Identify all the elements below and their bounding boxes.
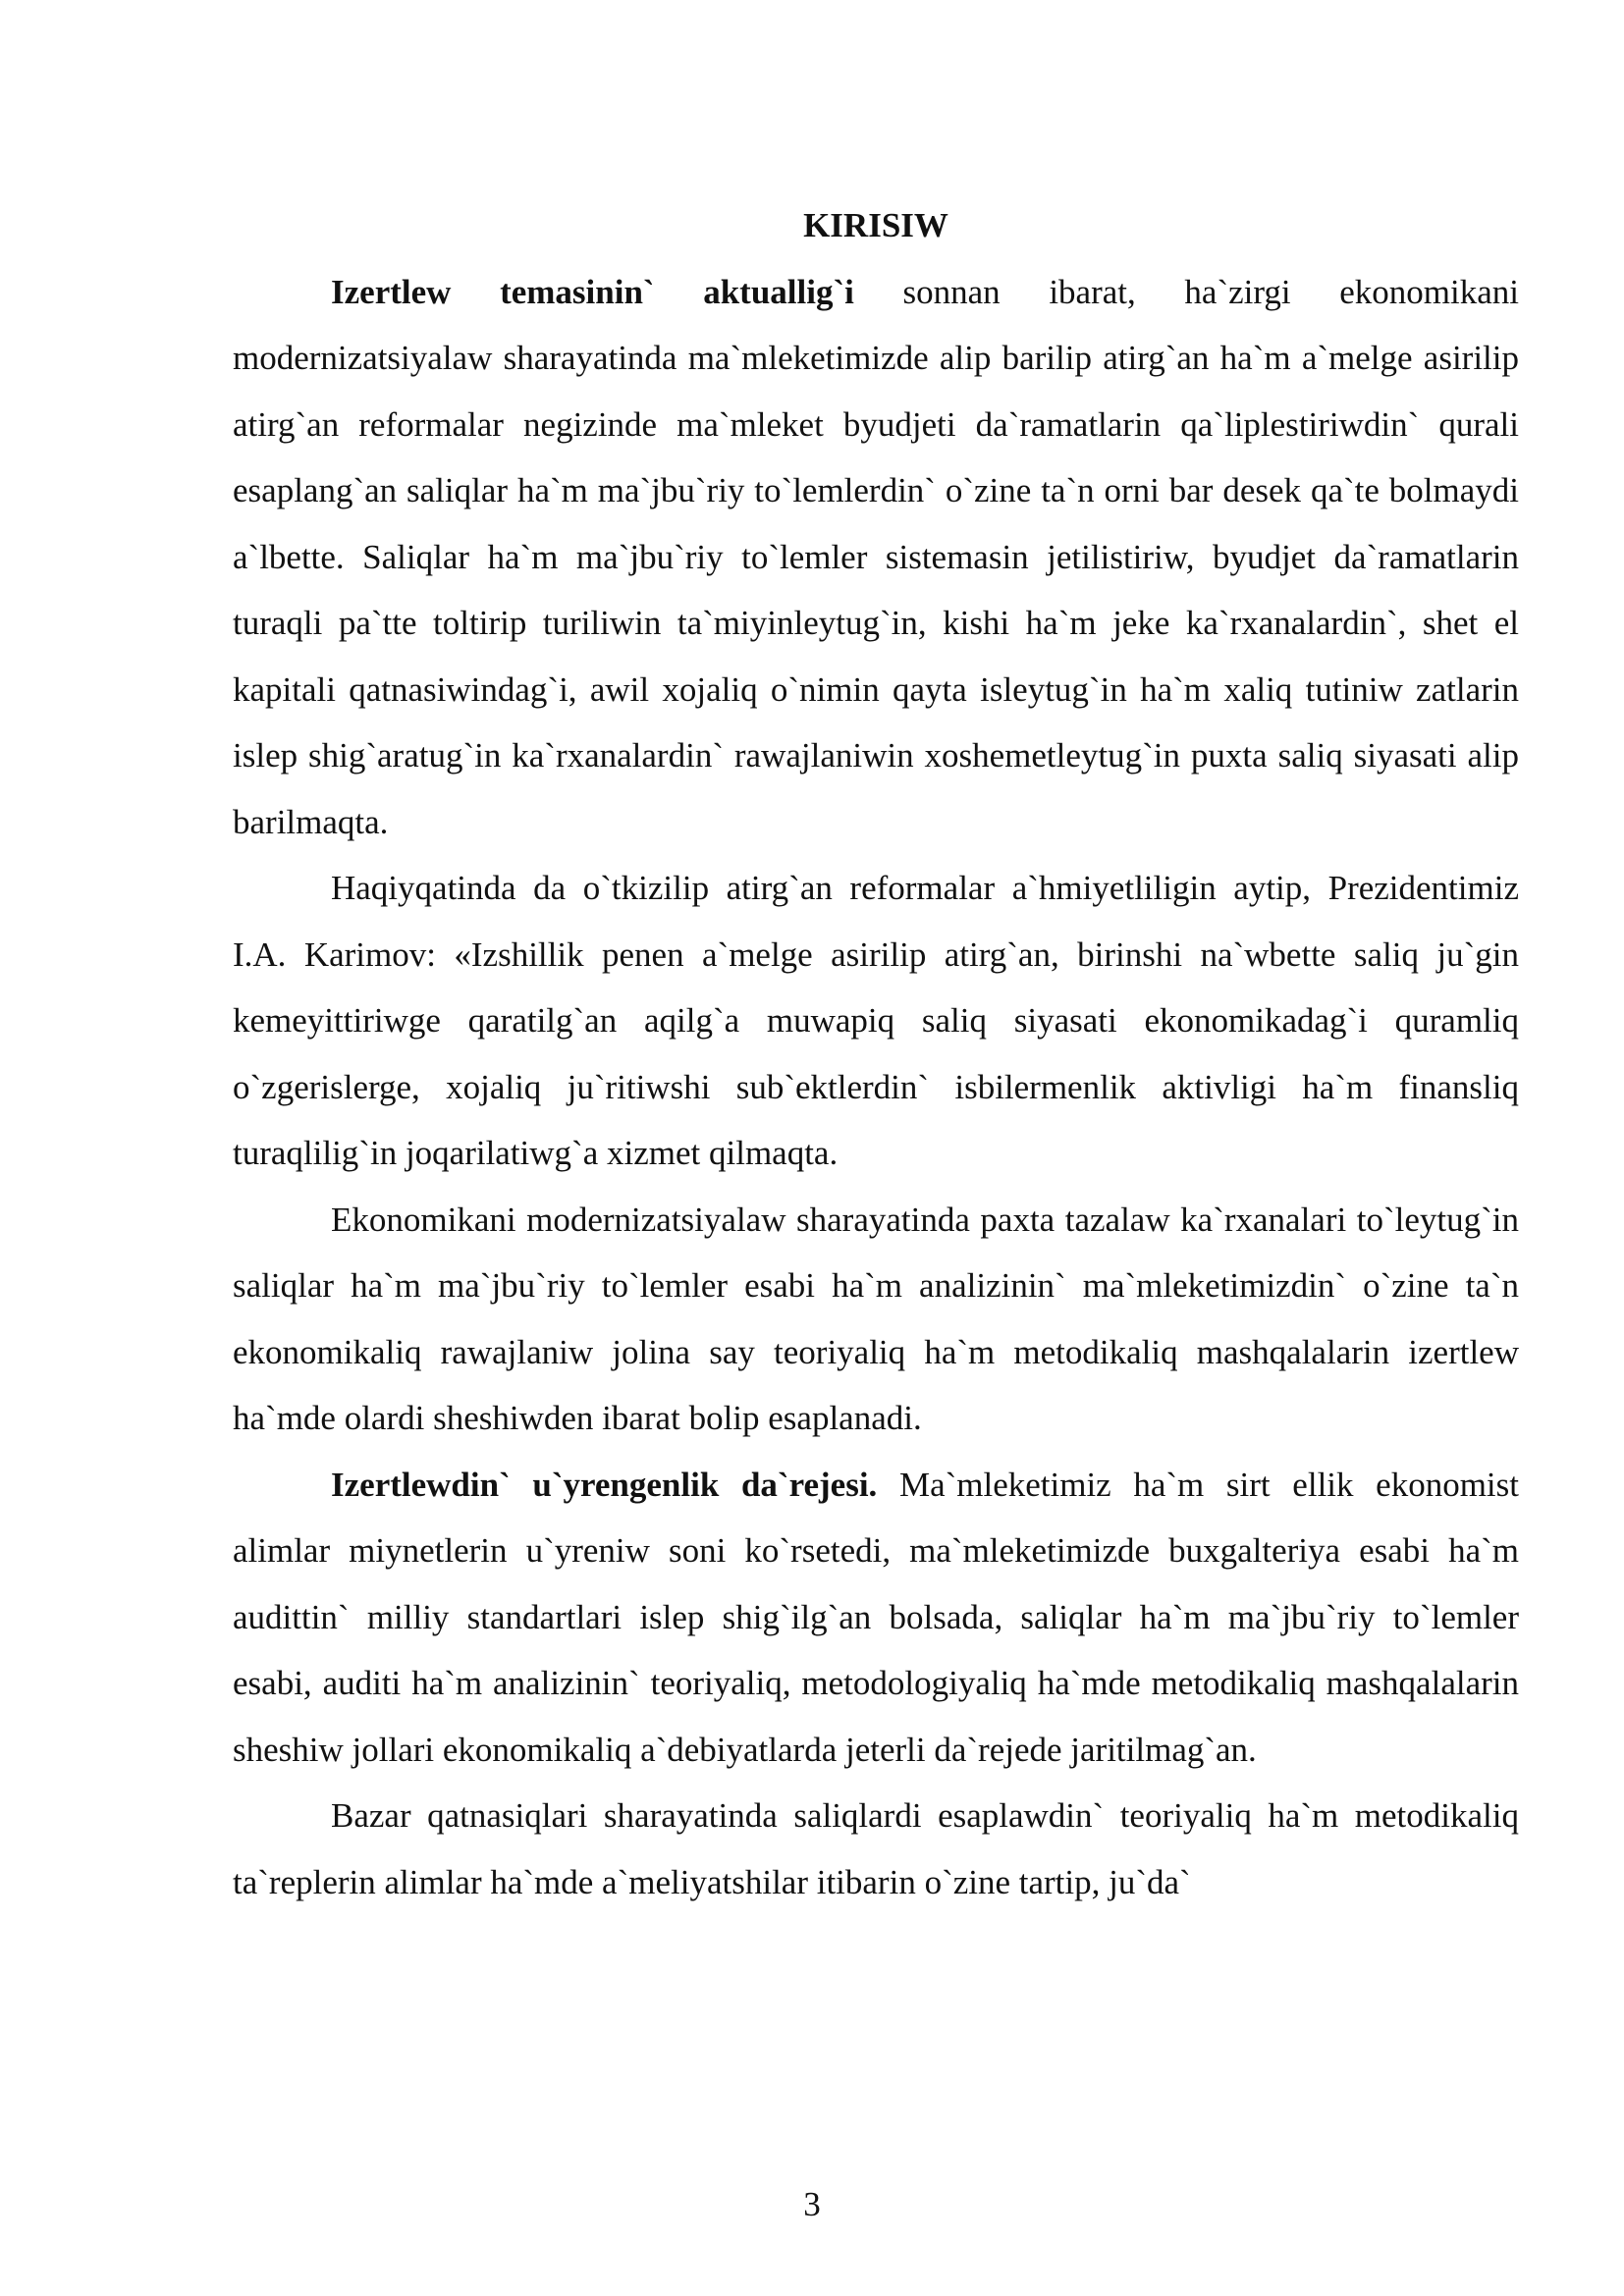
paragraph-text: Ekonomikani modernizatsiyalaw sharayatinda paxta tazalaw ka`rxanalari to`leytug`in saliqlar ha`m ma`jbu`riy to`lemler esabi ha`m analizinin` ma`mleketimizdin` o`zine ta`n ekonomikaliq rawajlaniw jolina say teoriyaliq ha`m metodikaliq mashqalalarin izertlew ha`mde olardi sheshiwden ibarat bolip esaplanadi. (233, 1200, 1519, 1437)
page-number: 3 (803, 2185, 821, 2223)
paragraph-degree-of-study (233, 1452, 1519, 1784)
paragraph-lead: Izertlew temasinin` aktuallig`i (331, 272, 854, 311)
paragraph-text: Bazar qatnasiqlari sharayatinda saliqlardi esaplawdin` teoriyaliq ha`m metodikaliq ta`replerin alimlar ha`mde a`meliyatshilar itibarin o`zine tartip, ju`da` (233, 1796, 1519, 1901)
section-title: KIRISIW (803, 206, 948, 244)
paragraph-president-quote (233, 855, 1519, 1187)
paragraph-relevance (233, 259, 1519, 856)
page-content (233, 192, 1519, 1915)
paragraph-lead: Izertlewdin` u`yrengenlik da`rejesi. (331, 1465, 878, 1504)
paragraph-text: sonnan ibarat, ha`zirgi ekonomikani modernizatsiyalaw sharayatinda ma`mleketimizde alip barilip atirg`an ha`m a`melge asirilip atirg`an reformalar negizinde ma`mleket byudjeti da`ramatlarin qa`liplestiriwdin` qurali esaplang`an saliqlar ha`m ma`jbu`riy to`lemlerdin` o`zine ta`n orni bar desek qa`te bolmaydi a`lbette. Saliqlar ha`m ma`jbu`riy to`lemler sistemasin jetilistiriw, byudjet da`ramatlarin turaqli pa`tte toltirip turiliwin ta`miyinleytug`in, kishi ha`m jeke ka`rxanalardin`, shet el kapitali qatnasiwindag`i, awil xojaliq o`nimin qayta isleytug`in ha`m xaliq tutiniw zatlarin islep shig`aratug`in ka`rxanalardin` rawajlaniwin xoshemetleytug`in puxta saliq siyasati alip barilmaqta. (233, 272, 1520, 841)
paragraph-text: Ma`mleketimiz ha`m sirt ellik ekonomist alimlar miynetlerin u`yreniw soni ko`rsetedi, ma`mleketimizde buxgalteriya esabi ha`m audittin` milliy standartlari islep shig`ilg`an bolsada, saliqlar ha`m ma`jbu`riy to`lemler esabi, auditi ha`m analizinin` teoriyaliq, metodologiyaliq ha`mde metodikaliq mashqalalarin sheshiw jollari ekonomikaliq a`debiyatlarda jeterli da`rejede jaritilmag`an. (233, 1465, 1519, 1769)
paragraph-modernization (233, 1187, 1519, 1452)
paragraph-market-relations (233, 1783, 1519, 1915)
paragraph-text: Haqiyqatinda da o`tkizilip atirg`an reformalar a`hmiyetliligin aytip, Prezidentimiz I.A. Karimov: «Izshillik penen a`melge asirilip atirg`an, birinshi na`wbette saliq ju`gin kemeyittiriwge qaratilg`an aqilg`a muwapiq saliq siyasati ekonomikadag`i quramliq o`zgerislerge, xojaliq ju`ritiwshi sub`ektlerdin` isbilermenlik aktivligi ha`m finansliq turaqlilig`in joqarilatiwg`a xizmet qilmaqta. (233, 869, 1519, 1172)
